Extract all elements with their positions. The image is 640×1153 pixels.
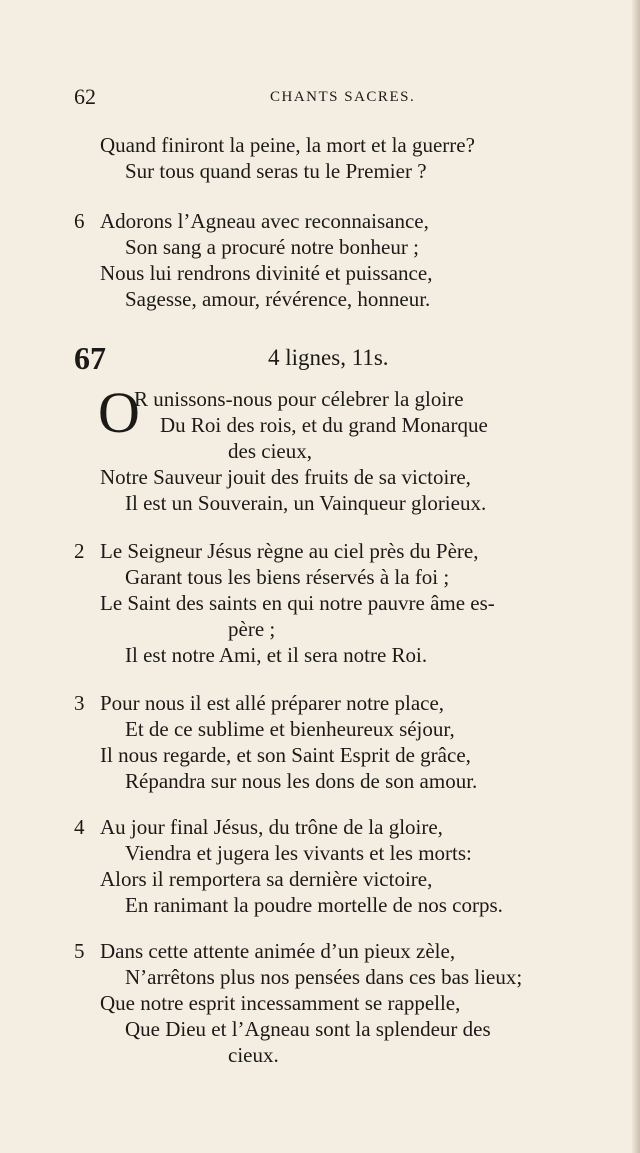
verse-line: Alors il remportera sa dernière victoire, [100,867,433,891]
verse-number: 2 [74,539,85,563]
hymn-meter: 4 lignes, 11s. [268,345,389,370]
verse-line: Que Dieu et l’Agneau sont la splendeur des [125,1017,491,1041]
verse-line: Il est un Souverain, un Vainqueur glorieux. [125,491,487,515]
verse-line: Du Roi des rois, et du grand Monarque [160,413,488,437]
verse-line: Adorons l’Agneau avec reconnaisance, [100,209,429,233]
verse-line: Pour nous il est allé préparer notre place, [100,691,445,715]
verse-line: Sur tous quand seras tu le Premier ? [125,159,427,183]
verse-line: Il nous regarde, et son Saint Esprit de grâce, [100,743,471,767]
verse-number: 4 [74,815,85,839]
verse-line: cieux. [228,1043,279,1067]
verse-line: R unissons-nous pour célebrer la gloire [134,387,464,411]
verse-line: Il est notre Ami, et il sera notre Roi. [125,643,428,667]
page-number: 62 [74,84,96,109]
verse-line: Son sang a procuré notre bonheur ; [125,235,419,259]
hymn-number: 67 [74,340,106,376]
verse-line: Dans cette attente animée d’un pieux zèle, [100,939,456,963]
verse-number: 3 [74,691,85,715]
verse-number: 6 [74,209,85,233]
verse-line: Sagesse, amour, révérence, honneur. [125,287,431,311]
verse-line: Quand finiront la peine, la mort et la guerre? [100,133,475,157]
verse-line: Répandra sur nous les dons de son amour. [125,769,478,793]
page-edge [632,0,640,1153]
verse-line: Notre Sauveur jouit des fruits de sa victoire, [100,465,471,489]
verse-line: N’arrêtons plus nos pensées dans ces bas lieux; [125,965,523,989]
verse-line: Garant tous les biens réservés à la foi ; [125,565,450,589]
verse-line: Que notre esprit incessamment se rappelle, [100,991,461,1015]
verse-line: Au jour final Jésus, du trône de la gloire, [100,815,443,839]
drop-cap: O [98,380,140,445]
verse-line: des cieux, [228,439,312,463]
verse-line: En ranimant la poudre mortelle de nos corps. [125,893,503,917]
verse-line: Le Seigneur Jésus règne au ciel près du Père, [100,539,479,563]
running-head: CHANTS SACRES. [270,89,416,105]
verse-line: Viendra et jugera les vivants et les morts: [125,841,472,865]
verse-number: 5 [74,939,85,963]
verse-line: Le Saint des saints en qui notre pauvre âme es- [100,591,495,615]
verse-line: Et de ce sublime et bienheureux séjour, [125,717,455,741]
page-header [74,84,614,112]
verse-line: Nous lui rendrons divinité et puissance, [100,261,433,285]
verse-line: père ; [228,617,276,641]
